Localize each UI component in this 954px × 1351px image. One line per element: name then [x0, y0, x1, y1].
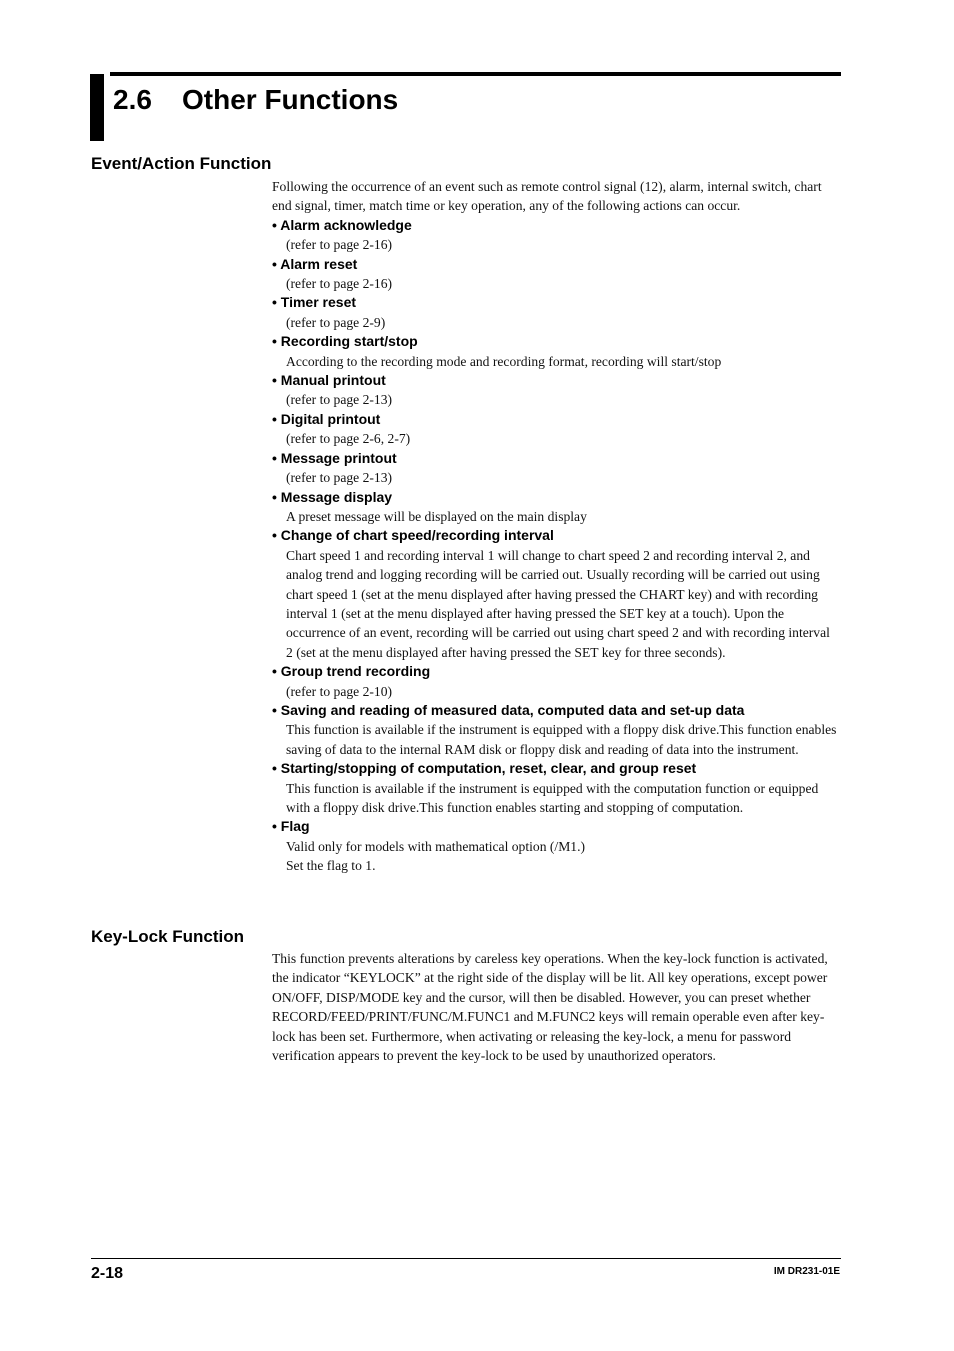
key-lock-heading: Key-Lock Function [91, 927, 245, 946]
list-item [272, 701, 840, 759]
chapter-number: 2.6 [113, 84, 152, 115]
bullet-desc: (refer to page 2-13) [286, 392, 393, 408]
chapter-rule [110, 72, 841, 76]
bullet-desc: A preset message will be displayed on the main display [286, 508, 587, 524]
bullet-desc: (refer to page 2-6, 2-7) [286, 431, 411, 447]
bullet-label: • Message display [272, 488, 393, 505]
list-item [272, 526, 840, 662]
list-item [272, 488, 840, 527]
bullet-label: • Group trend recording [272, 663, 431, 680]
bullet-desc: According to the recording mode and recording format, recording will start/stop [286, 353, 722, 369]
list-item [272, 332, 840, 371]
bullet-label: • Message printout [272, 449, 397, 466]
list-item [272, 410, 840, 449]
chapter-bar [90, 74, 104, 141]
bullet-desc: (refer to page 2-13) [286, 470, 393, 486]
bullet-desc: Chart speed 1 and recording interval 1 will change to chart speed 2 and recording interval 2, and analog trend and logging recording will be carried out. Usually recording will be carried out using chart speed 1 (set at the menu displayed after having pressed the CHART key) and with recording interval 1 (set at the menu displayed after having pressed the SET key at a touch). Upon the occurrence of an event, recording will be carried out using chart speed 2 and with recording interval 2 (set at the menu displayed after having pressed the SET key for three seconds). [286, 547, 830, 660]
chapter-title-text: Other Functions [182, 84, 399, 115]
bullet-desc: Valid only for models with mathematical option (/M1.) [286, 838, 586, 854]
footer-rule [91, 1258, 841, 1259]
bullet-desc: (refer to page 2-10) [286, 683, 393, 699]
bullet-desc: (refer to page 2-9) [286, 314, 386, 330]
bullet-label: • Alarm reset [272, 255, 358, 272]
list-item [272, 293, 840, 332]
key-lock-paragraph: This function prevents alterations by careless key operations. When the key-lock function is activated, the indicator “KEYLOCK” at the right side of the display will be lit. All key operations, except power ON/OFF, DISP/MODE key and the cursor, will then be disabled. However, you can preset whether RECORD/FEED/PRINT/FUNC/M.FUNC1 and M.FUNC2 keys will remain operable even after key-lock has been set. Furthermore, when activating or releasing the key-lock, a menu for password verification appears to prevent the key-lock to be used by unauthorized operators. [272, 951, 828, 1064]
bullet-desc: This function is available if the instrument is equipped with a floppy disk drive.This function enables saving of data to the internal RAM disk or floppy disk and reading of data into the instrument. [286, 722, 837, 757]
bullet-label: • Digital printout [272, 410, 381, 427]
list-item [272, 759, 840, 817]
list-item [272, 216, 840, 255]
bullet-desc: (refer to page 2-16) [286, 237, 393, 253]
chapter-title [113, 82, 398, 118]
page-number: 2-18 [91, 1265, 124, 1282]
bullet-label: • Saving and reading of measured data, computed data and set-up data [272, 701, 745, 718]
list-item [272, 449, 840, 488]
list-item [272, 662, 840, 701]
event-action-body [272, 177, 840, 876]
bullet-label: • Alarm acknowledge [272, 216, 412, 233]
event-action-intro: Following the occurrence of an event such as remote control signal (12), alarm, internal switch, chart end signal, timer, match time or key operation, any of the following actions can occur. [272, 179, 822, 214]
document-id: IM DR231-01E [773, 1266, 840, 1277]
bullet-desc: This function is available if the instrument is equipped with the computation function or equipped with a floppy disk drive.This function enables starting and stopping of computation. [286, 780, 819, 815]
list-item [272, 817, 840, 875]
bullet-desc: (refer to page 2-16) [286, 276, 393, 292]
list-item [272, 255, 840, 294]
bullet-label: • Timer reset [272, 294, 357, 311]
bullet-label: • Flag [272, 818, 310, 835]
bullet-label: • Recording start/stop [272, 333, 418, 350]
bullet-label: • Starting/stopping of computation, reset, clear, and group reset [272, 760, 697, 777]
bullet-label: • Manual printout [272, 372, 386, 389]
bullet-label: • Change of chart speed/recording interval [272, 527, 554, 544]
key-lock-body [272, 949, 840, 1065]
bullet-desc: Set the flag to 1. [286, 858, 376, 874]
event-action-heading: Event/Action Function [91, 154, 272, 173]
list-item [272, 371, 840, 410]
